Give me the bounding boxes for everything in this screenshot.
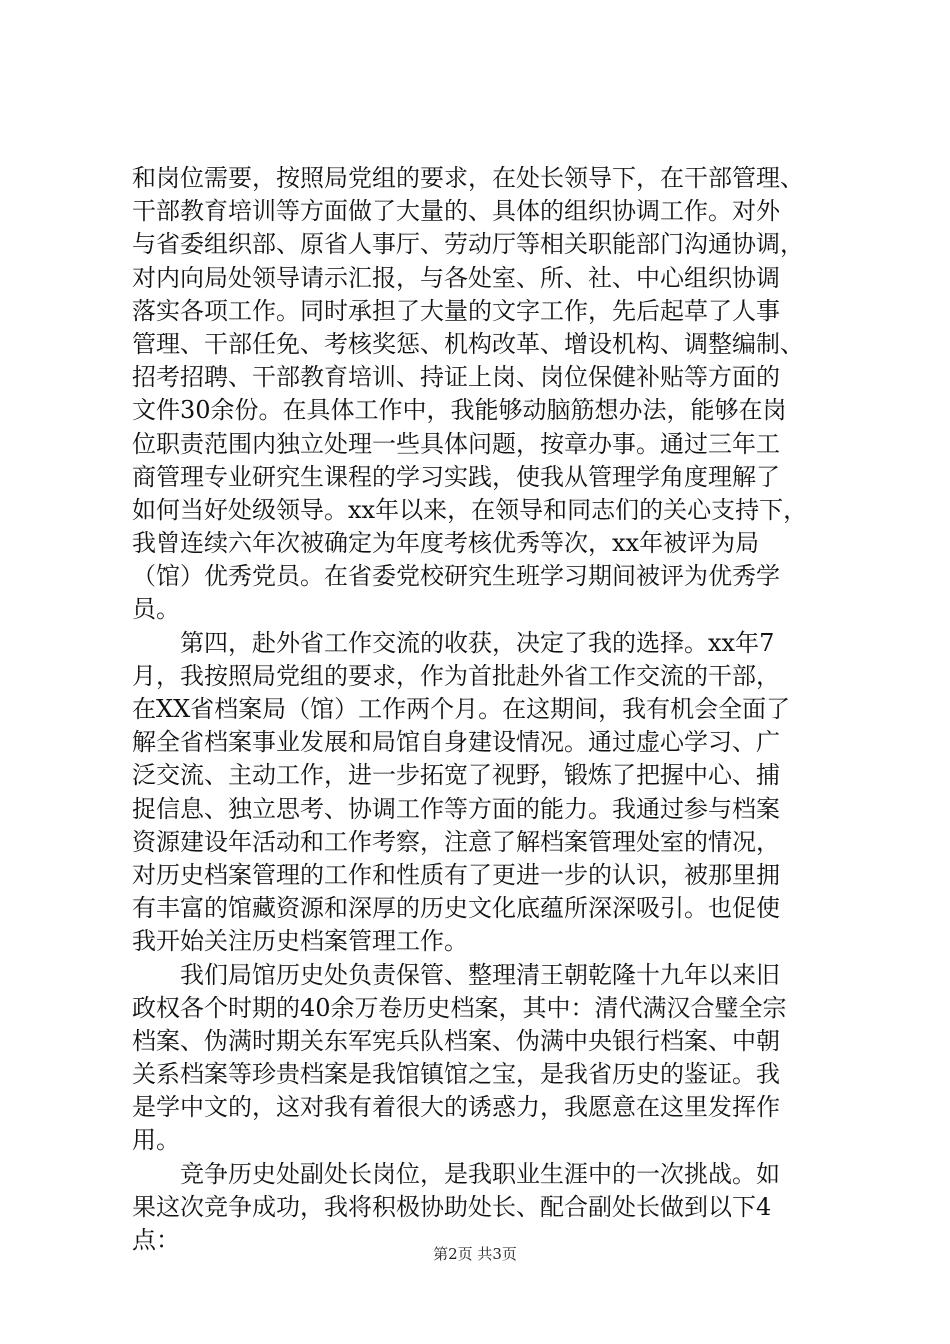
text-line: 泛交流、主动工作，进一步拓宽了视野，锻炼了把握中心、捕 <box>132 761 780 790</box>
text-line: 点： <box>132 1226 180 1254</box>
text-line: 是学中文的，这对我有着很大的诱惑力，我愿意在这里发挥作 <box>132 1093 780 1122</box>
text-line: 落实各项工作。同时承担了大量的文字工作，先后起草了人事 <box>132 296 780 325</box>
text-line: 我们局馆历史处负责保管、整理清王朝乾隆十九年以来旧 <box>180 960 780 989</box>
text-line: 干部教育培训等方面做了大量的、具体的组织协调工作。对外 <box>132 197 780 226</box>
text-line: 位职责范围内独立处理一些具体问题，按章办事。通过三年工 <box>132 429 780 458</box>
text-line: 对历史档案管理的工作和性质有了更进一步的认识，被那里拥 <box>132 860 780 889</box>
text-line: 招考招聘、干部教育培训、持证上岗、岗位保健补贴等方面的 <box>132 363 780 392</box>
text-line: 对内向局处领导请示汇报，与各处室、所、社、中心组织协调 <box>132 263 780 292</box>
page-footer: 第2页 共3页 <box>433 1245 517 1263</box>
text-line: 文件30余份。在具体工作中，我能够动脑筋想办法，能够在岗 <box>132 396 787 425</box>
text-line: 员。 <box>132 595 180 624</box>
text-line: 在XX省档案局（馆）工作两个月。在这期间，我有机会全面了 <box>132 695 791 723</box>
text-line: 和岗位需要，按照局党组的要求，在处长领导下，在干部管理、 <box>132 164 804 192</box>
text-line: 商管理专业研究生课程的学习实践，使我从管理学角度理解了 <box>132 462 780 491</box>
text-line: 解全省档案事业发展和局馆自身建设情况。通过虚心学习、广 <box>132 728 780 757</box>
text-line: 如何当好处级领导。xx年以来，在领导和同志们的关心支持下， <box>132 495 808 524</box>
text-line: 第四，赴外省工作交流的收获，决定了我的选择。xx年7 <box>180 628 775 657</box>
text-line: 用。 <box>132 1126 180 1155</box>
text-line: 果这次竞争成功，我将积极协助处长、配合副处长做到以下4 <box>132 1192 772 1221</box>
text-line: 与省委组织部、原省人事厅、劳动厅等相关职能部门沟通协调， <box>132 230 804 259</box>
text-line: 资源建设年活动和工作考察，注意了解档案管理处室的情况， <box>132 827 780 856</box>
document-body <box>132 162 822 1257</box>
text-line: 管理、干部任免、考核奖惩、机构改革、增设机构、调整编制、 <box>132 329 804 358</box>
text-line: 档案、伪满时期关东军宪兵队档案、伪满中央银行档案、中朝 <box>132 1026 780 1055</box>
text-line: 我曾连续六年次被确定为年度考核优秀等次，xx年被评为局 <box>132 529 760 558</box>
text-line: 政权各个时期的40余万卷历史档案，其中：清代满汉合璧全宗 <box>132 993 787 1022</box>
text-line: 竞争历史处副处长岗位，是我职业生涯中的一次挑战。如 <box>180 1159 780 1188</box>
text-line: （馆）优秀党员。在省委党校研究生班学习期间被评为优秀学 <box>132 562 780 591</box>
text-line: 我开始关注历史档案管理工作。 <box>132 927 468 956</box>
text-line: 月，我按照局党组的要求，作为首批赴外省工作交流的干部， <box>132 661 780 690</box>
text-line: 有丰富的馆藏资源和深厚的历史文化底蕴所深深吸引。也促使 <box>132 894 780 923</box>
text-line: 关系档案等珍贵档案是我馆镇馆之宝，是我省历史的鉴证。我 <box>132 1060 780 1089</box>
text-line: 捉信息、独立思考、协调工作等方面的能力。我通过参与档案 <box>132 794 780 823</box>
